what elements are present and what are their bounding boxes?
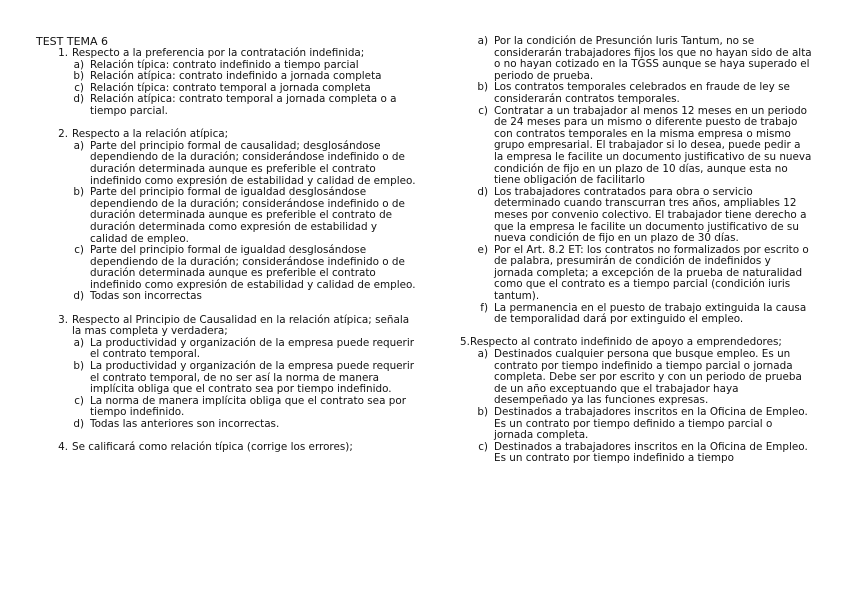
option-label: b) xyxy=(73,186,84,199)
option-text: La productividad y organización de la empresa puede requerir el contrato temporal. xyxy=(90,336,414,361)
option-list xyxy=(36,338,416,431)
option-text: Destinados cualquier persona que busque empleo. Es un contrato por tiempo indefinido a tiempo parcial o jornada completa. Debe ser por escrito y con un periodo de prueba de un año exceptuando que el trabajador haya desempeñado ya las funciones expresas. xyxy=(494,348,802,407)
option xyxy=(36,141,416,187)
option-text: Los trabajadores contratados para obra o servicio determinado cuando transcurran tres años, ampliables 12 meses por convenio colectivo. El trabajador tiene derecho a que la empresa le facilite un documento justificativo de su nueva condición de fijo en un plazo de 30 días. xyxy=(494,185,807,245)
option-list xyxy=(36,60,416,118)
option-text: La permanencia en el puesto de trabajo extinguida la causa de temporalidad dará por extinguido el empleo. xyxy=(494,301,807,326)
option-text: Por el Art. 8.2 ET: los contratos no formalizados por escrito o de palabra, presumirán de condición de indefinidos y jornada completa; a excepción de la prueba de naturalidad como que el contrato es a tiempo parcial (condición iuris tantum). xyxy=(494,243,809,303)
question-number: 3. xyxy=(58,313,68,326)
option-text: Relación atípica: contrato indefinido a jornada completa xyxy=(90,70,382,83)
option xyxy=(36,361,416,396)
question-number: 5. xyxy=(460,336,470,349)
option xyxy=(460,82,812,105)
option-label: b) xyxy=(73,360,84,373)
option-label: d) xyxy=(73,418,84,430)
question-header xyxy=(36,129,416,141)
question xyxy=(36,129,416,303)
option-label: c) xyxy=(74,244,84,257)
option xyxy=(460,106,812,187)
question xyxy=(36,442,416,454)
question-header xyxy=(36,48,416,60)
option-label: b) xyxy=(73,70,84,83)
option-label: a) xyxy=(73,139,84,152)
option-text: Parte del principio formal de igualdad desglosándose dependiendo de la duración; considerándose indefinido o de duración determinada aunque es preferible el contrato de duración determinada como expresión de estabilidad y calidad de empleo. xyxy=(90,186,405,245)
option-label: f) xyxy=(480,301,488,314)
option-text: Relación típica: contrato temporal a jornada completa xyxy=(90,81,371,94)
option-label: c) xyxy=(478,104,488,117)
option xyxy=(36,338,416,361)
option xyxy=(460,349,812,407)
option-text: Contratar a un trabajador al menos 12 meses en un periodo de 24 meses para un mismo o diferente puesto de trabajo con contratos temporales en la misma empresa o mismo grupo empresarial. El trabajador si lo desea, puede pedir a la empresa le facilite un documento justificativo de su nueva condición de fijo en un plazo de 10 días, aunque esta no tiene obligación de facilitarlo xyxy=(494,104,812,187)
question-number: 4. xyxy=(58,441,68,454)
option xyxy=(36,94,416,117)
option-label: c) xyxy=(74,81,84,94)
option xyxy=(36,396,416,419)
question-header xyxy=(36,442,416,454)
option-text: Destinados a trabajadores inscritos en la Oficina de Empleo. Es un contrato por tiempo indefinido a tiempo xyxy=(494,440,808,465)
option-text: Destinados a trabajadores inscritos en la Oficina de Empleo. Es un contrato por tiempo definido a tiempo parcial o jornada completa. xyxy=(494,406,808,442)
option-label: e) xyxy=(477,243,488,256)
option-text: La norma de manera implícita obliga que el contrato sea por tiempo indefinido. xyxy=(90,394,406,419)
option xyxy=(460,36,812,82)
option-label: d) xyxy=(73,93,84,106)
option-label: b) xyxy=(477,406,488,418)
question-header xyxy=(36,315,416,338)
option xyxy=(36,245,416,291)
question xyxy=(36,48,416,118)
option-text: Parte del principio formal de igualdad desglosándose dependiendo de la duración; considerándose indefinido o de duración determinada aunque es preferible el contrato indefinido como expresión de estabilidad y calidad de empleo. xyxy=(90,244,416,291)
question-continuation xyxy=(460,36,812,326)
option xyxy=(460,303,812,326)
question-text: Respecto a la preferencia por la contratación indefinida; xyxy=(72,47,365,59)
option-text: Por la condición de Presunción Iuris Tantum, no se considerarán trabajadores fijos los que no hayan sido de alta o no hayan cotizado en la TGSS aunque se haya superado el periodo de prueba. xyxy=(494,35,812,82)
option-text: Los contratos temporales celebrados en fraude de ley se considerarán contratos temporales. xyxy=(494,81,790,105)
question xyxy=(36,315,416,431)
option xyxy=(36,419,416,431)
document-title: TEST TEMA 6 xyxy=(36,35,109,48)
option-label: a) xyxy=(73,58,84,71)
option-label: c) xyxy=(478,440,488,453)
question xyxy=(460,337,812,465)
question-text: Se calificará como relación típica (corrige los errores); xyxy=(72,441,353,454)
option-text: Todas las anteriores son incorrectas. xyxy=(90,418,280,430)
question-text: Respecto al Principio de Causalidad en la relación atípica; señala la mas completa y verdadera; xyxy=(72,313,410,338)
option-label: a) xyxy=(477,348,488,361)
option xyxy=(36,291,416,303)
option-label: a) xyxy=(73,336,84,349)
question-number: 2. xyxy=(58,128,68,141)
option xyxy=(460,407,812,442)
question-text: Respecto al contrato indefinido de apoyo a emprendedores; xyxy=(470,336,782,349)
option-label: b) xyxy=(477,81,488,94)
option-label: d) xyxy=(477,185,488,198)
option-list xyxy=(460,36,812,326)
option xyxy=(460,245,812,303)
option xyxy=(460,442,812,465)
option-label: d) xyxy=(73,290,84,303)
option xyxy=(36,187,416,245)
option-list xyxy=(36,141,416,303)
option-text: Relación atípica: contrato temporal a jornada completa o a tiempo parcial. xyxy=(90,93,397,117)
option-text: La productividad y organización de la empresa puede requerir el contrato temporal, de no ser así la norma de manera implícita obliga que el contrato sea por tiempo indefinido. xyxy=(90,360,414,396)
option-list xyxy=(460,349,812,465)
right-column xyxy=(460,36,812,477)
question-text: Respecto a la relación atípica; xyxy=(72,128,229,141)
question-number: 1. xyxy=(58,47,68,59)
option-text: Parte del principio formal de causalidad; desglosándose dependiendo de la duración; considerándose indefinido o de duración determinada aunque es preferible el contrato indefinido como expresión de estabilidad y calidad de empleo. xyxy=(90,139,416,187)
left-column xyxy=(36,36,416,465)
option-label: a) xyxy=(477,35,488,47)
option-label: c) xyxy=(74,394,84,407)
option xyxy=(460,187,812,245)
option-text: Relación típica: contrato indefinido a tiempo parcial xyxy=(90,58,359,71)
option-text: Todas son incorrectas xyxy=(90,290,202,303)
